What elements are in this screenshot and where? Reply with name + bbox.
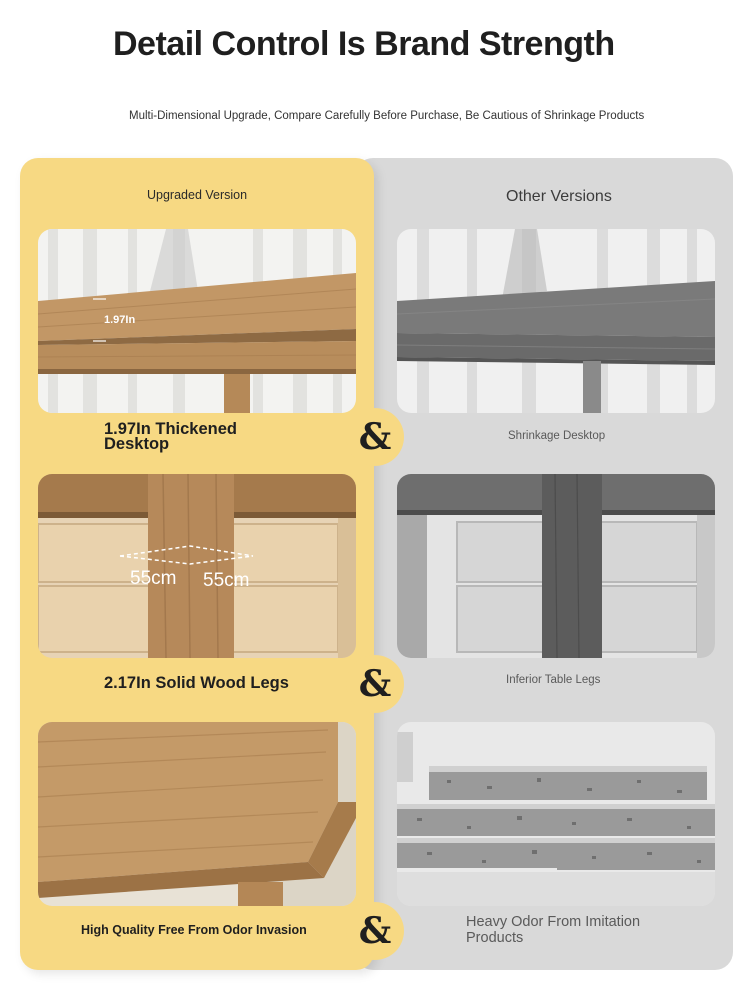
shrinkage-desktop-label: Shrinkage Desktop [508,430,606,442]
quality-wood-label: High Quality Free From Odor Invasion [81,923,307,937]
thick-desktop-label: 1.97In Thickened Desktop [104,420,237,453]
inferior-legs-label: Inferior Table Legs [506,674,601,686]
ampersand-badge: & [346,655,404,713]
thickness-overlay-label: 1.97In [104,314,136,326]
heavy-odor-label: Heavy Odor From Imitation Products [466,914,641,946]
ampersand-badge: & [346,408,404,466]
page-subtitle: Multi-Dimensional Upgrade, Compare Carefully Before Purchase, Be Cautious of Shrinkage Products [129,110,645,122]
shrinkage-desktop-photo [397,229,715,413]
leg-width-overlay-b: 55cm [203,570,250,591]
other-versions-heading: Other Versions [506,188,612,205]
particle-board-photo [397,722,715,906]
inferior-legs-photo [397,474,715,658]
quality-wood-photo [38,722,356,906]
upgraded-version-heading: Upgraded Version [147,188,248,202]
leg-width-overlay-a: 55cm [130,568,177,589]
solid-wood-legs-photo [38,474,356,658]
solid-wood-legs-label: 2.17In Solid Wood Legs [104,674,289,692]
thick-desktop-photo [38,229,356,413]
page-title: Detail Control Is Brand Strength [113,25,615,63]
ampersand-badge: & [346,902,404,960]
